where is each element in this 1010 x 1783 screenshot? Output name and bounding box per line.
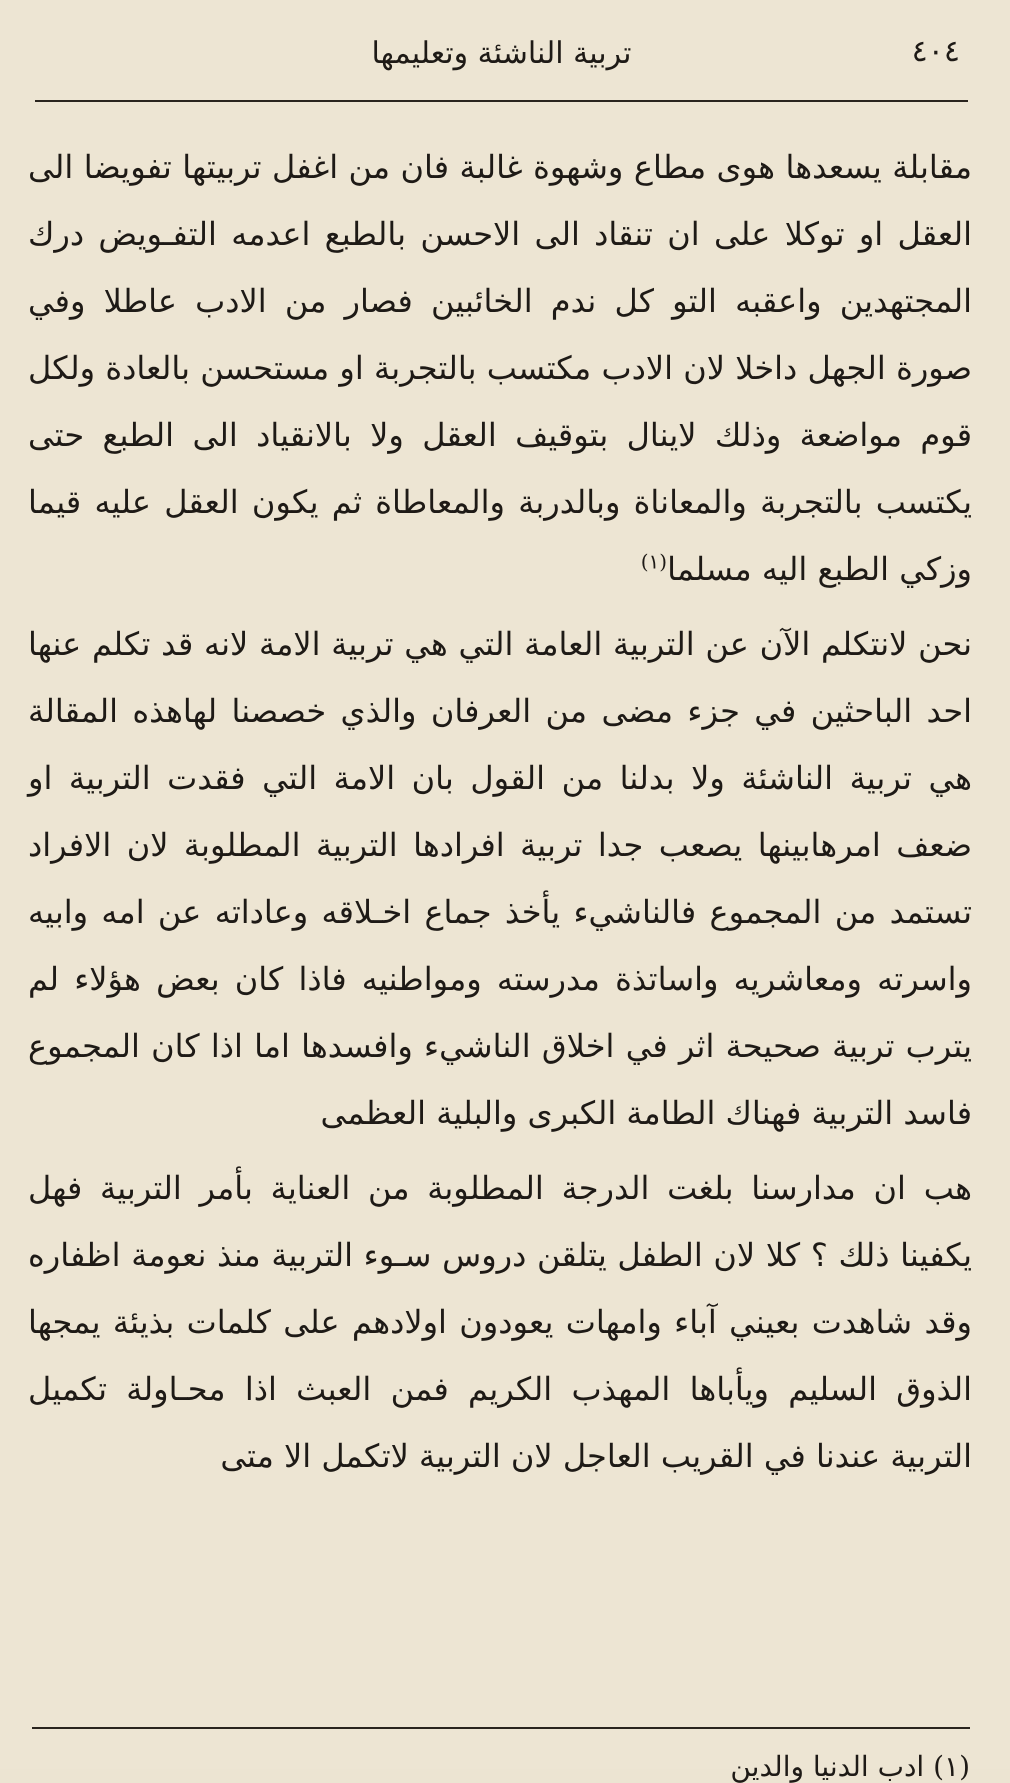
header-rule	[35, 100, 968, 102]
paragraph-3: هب ان مدارسنا بلغت الدرجة المطلوبة من العناية بأمر التربية فهل يكفينا ذلك ؟ كلا لان الطفل يتلقن دروس سـوء التربية منذ نعومة اظفاره وقد شاهدت بعيني آباء وامهات يعودون اولادهم على كلمات بذيئة يمجها الذوق السليم ويأباها المهذب الكريم فمن العبث اذا محـاولة تكميل التربية عندنا في القريب العاجل لان التربية لاتكمل الا متى	[28, 1169, 973, 1475]
paragraph-2: نحن لانتكلم الآن عن التربية العامة التي هي تربية الامة لانه قد تكلم عنها احد الباحثين في جزء مضى من العرفان والذي خصصنا لهاهذه المقالة هي تربية الناشئة ولا بدلنا من القول بان الامة التي فقدت التربية او ضعف امرهابينها يصعب جدا تربية افرادها التربية المطلوبة لان الافراد تستمد من المجموع فالناشيء يأخذ جماع اخـلاقه وعاداته عن امه وابيه واسرته ومعاشريه واساتذة مدرسته ومواطنيه فاذا كان بعض هؤلاء لم يترب تربية صحيحة اثر في اخلاق الناشيء وافسدها اما اذا كان المجموع فاسد التربية فهناك الطامة الكبرى والبلية العظمى	[28, 625, 973, 1132]
running-header	[35, 28, 968, 84]
footnote: (١) ادب الدنيا والدين	[730, 1750, 970, 1783]
paragraph-1-text: مقابلة يسعدها هوى مطاع وشهوة غالبة فان من اغفل تربيتها تفويضا الى العقل او توكلا على ان تنقاد الى الاحسن بالطبع اعدمه التفـويض درك المجتهدين واعقبه التو كل ندم الخائبين فصار من الادب عاطلا وفي صورة الجهل داخلا لان الادب مكتسب بالتجربة او مستحسن بالعادة ولكل قوم مواضعة وذلك لاينال بتوقيف العقل ولا بالانقياد الى الطبع حتى يكتسب بالتجربة والمعاناة وبالدربة والمعاطاة ثم يكون العقل عليه قيما وزكي الطبع اليه مسلما	[28, 148, 973, 588]
footnote-marker: (١)	[640, 549, 668, 574]
page-number: ٤٠٤	[911, 34, 960, 69]
footnote-rule	[32, 1727, 970, 1729]
body-text	[28, 134, 972, 1490]
running-title: تربية الناشئة وتعليمها	[371, 36, 632, 71]
paragraph-1	[28, 134, 972, 603]
